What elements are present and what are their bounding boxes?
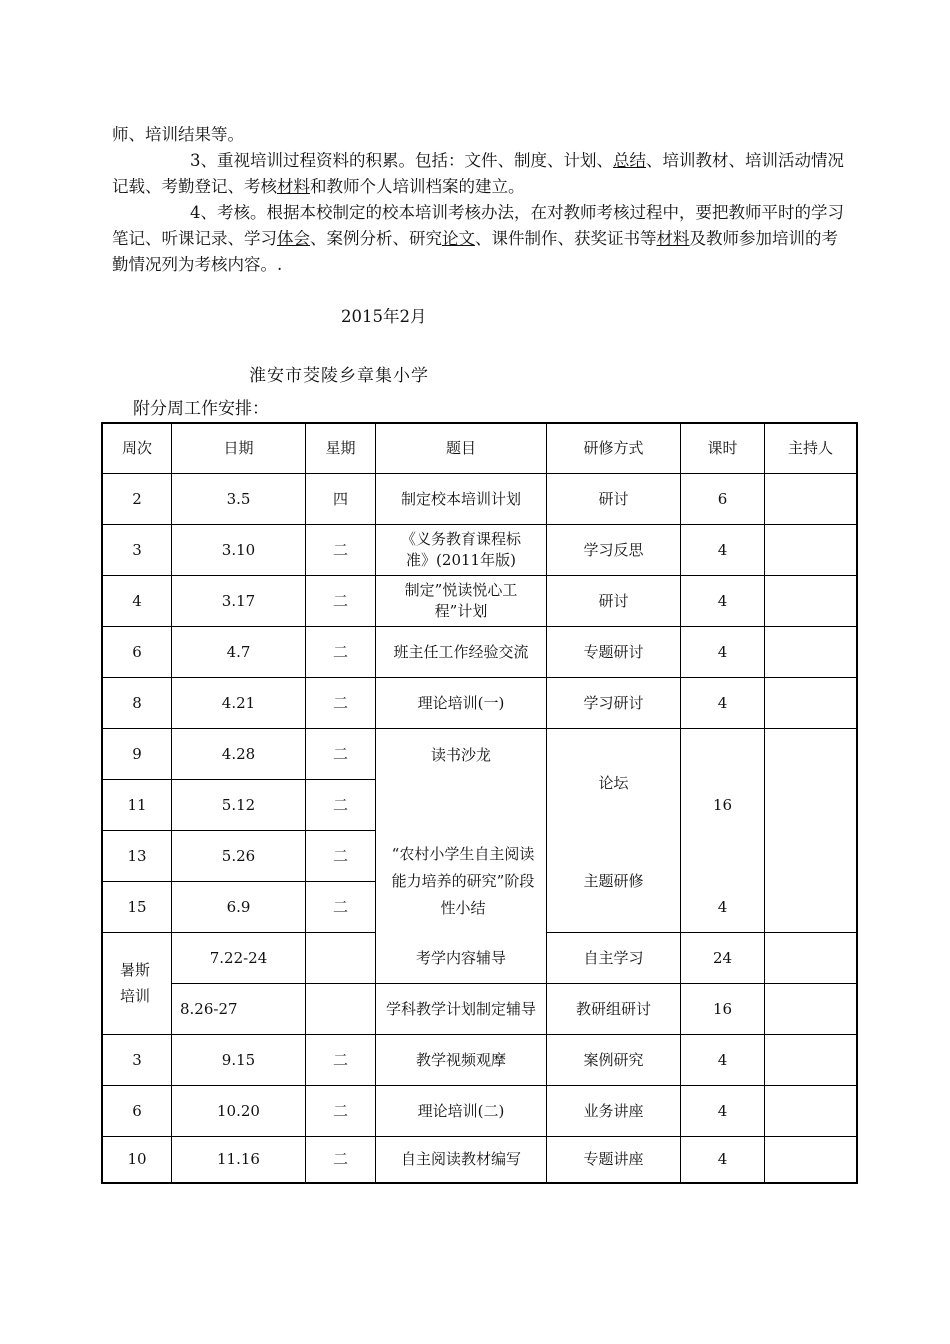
- schedule-caption: 附分周工作安排：: [133, 399, 269, 419]
- table-cell: 3: [103, 1035, 172, 1086]
- table-cell: 4.28: [172, 729, 306, 780]
- underlined-term: 材料: [656, 229, 690, 248]
- merged-mode-cell: [547, 729, 681, 933]
- table-cell: 3.17: [172, 576, 306, 627]
- table-cell: 9.15: [172, 1035, 306, 1086]
- underlined-term: 总结: [613, 151, 646, 170]
- table-cell: 二: [306, 831, 376, 882]
- paragraph-item-3: 3、重视培训过程资料的积累。包括：文件、制度、计划、总结、培训教材、培训活动情况记载、考勤登记、考核材料和教师个人培训档案的建立。: [112, 151, 844, 196]
- weekly-schedule-table: [101, 422, 858, 1184]
- header-week: 周次: [103, 424, 172, 474]
- table-cell: 10.20: [172, 1086, 306, 1137]
- table-cell: 3.5: [172, 474, 306, 525]
- table-cell: 专题讲座: [547, 1137, 681, 1182]
- table-cell-host: [765, 576, 856, 627]
- table-cell: 4: [103, 576, 172, 627]
- table-cell: 理论培训(二): [376, 1086, 547, 1137]
- table-cell-host: [765, 1035, 856, 1086]
- mode-forum: 论坛: [598, 774, 629, 792]
- hours-16: 16: [712, 796, 733, 814]
- table-cell-host: [765, 729, 856, 933]
- table-cell: 《义务教育课程标准》(2011年版): [376, 525, 547, 576]
- table-cell: 4: [681, 525, 765, 576]
- table-cell: 二: [306, 882, 376, 933]
- table-cell: 5.26: [172, 831, 306, 882]
- underlined-term: 材料: [277, 177, 310, 196]
- paragraph-continuation: 师、培训结果等。: [112, 125, 244, 144]
- table-cell: 班主任工作经验交流: [376, 627, 547, 678]
- table-cell: 4.7: [172, 627, 306, 678]
- table-cell: 10: [103, 1137, 172, 1182]
- table-cell: 自主学习: [547, 933, 681, 984]
- table-cell-host: [765, 1137, 856, 1182]
- table-cell: 四: [306, 474, 376, 525]
- table-cell: 24: [681, 933, 765, 984]
- table-cell: 二: [306, 627, 376, 678]
- table-cell: 9: [103, 729, 172, 780]
- table-cell: 3: [103, 525, 172, 576]
- mode-theme-study: 主题研修: [583, 872, 644, 890]
- table-cell-host: [765, 474, 856, 525]
- table-cell: 6: [681, 474, 765, 525]
- table-cell: 学科教学计划制定辅导: [376, 984, 547, 1035]
- table-cell: 13: [103, 831, 172, 882]
- underlined-term: 体会: [277, 229, 310, 248]
- table-cell: 考学内容辅导: [376, 933, 547, 984]
- table-cell: 4: [681, 576, 765, 627]
- table-cell: 二: [306, 678, 376, 729]
- hours-4: 4: [717, 898, 728, 916]
- table-cell: 业务讲座: [547, 1086, 681, 1137]
- table-cell: [306, 984, 376, 1035]
- table-cell: 6: [103, 627, 172, 678]
- table-cell: 二: [306, 576, 376, 627]
- summer-training-label-cell: [103, 933, 172, 1035]
- header-mode: 研修方式: [547, 424, 681, 474]
- table-cell: 8.26-27: [172, 984, 306, 1035]
- table-cell: 学习研讨: [547, 678, 681, 729]
- table-cell: 4: [681, 1086, 765, 1137]
- table-cell: 16: [681, 984, 765, 1035]
- school-name: 淮安市茭陵乡章集小学: [249, 366, 429, 386]
- table-cell: 4: [681, 678, 765, 729]
- table-cell: 3.10: [172, 525, 306, 576]
- table-cell: 制定校本培训计划: [376, 474, 547, 525]
- header-date: 日期: [172, 424, 306, 474]
- table-cell-host: [765, 984, 856, 1035]
- underlined-term: 论文: [442, 229, 475, 248]
- table-cell: 学习反思: [547, 525, 681, 576]
- table-cell: 案例研究: [547, 1035, 681, 1086]
- table-cell: 二: [306, 1086, 376, 1137]
- table-cell: 研讨: [547, 576, 681, 627]
- merged-hours-cell: [681, 729, 765, 933]
- table-cell: 7.22-24: [172, 933, 306, 984]
- paragraph-item-4: 4、考核。根据本校制定的校本培训考核办法，在对教师考核过程中，要把教师平时的学习笔记、听课记录、学习体会、案例分析、研究论文、课件制作、获奖证书等材料及教师参加培训的考勤情况列为考核内容。.: [112, 203, 844, 274]
- topic-research-summary: “农村小学生自主阅读能力培养的研究”阶段性小结: [391, 845, 535, 917]
- table-cell: 二: [306, 525, 376, 576]
- table-cell: 二: [306, 729, 376, 780]
- header-weekday: 星期: [306, 424, 376, 474]
- summer-training-label: 暑斯培训: [119, 961, 150, 1005]
- table-cell-host: [765, 933, 856, 984]
- table-cell-host: [765, 678, 856, 729]
- table-cell: 11.16: [172, 1137, 306, 1182]
- table-cell-host: [765, 1086, 856, 1137]
- table-cell: [306, 933, 376, 984]
- table-cell: 教研组研讨: [547, 984, 681, 1035]
- table-cell: 理论培训(一): [376, 678, 547, 729]
- table-cell: 8: [103, 678, 172, 729]
- document-date: 2015年2月: [341, 307, 427, 326]
- header-hours: 课时: [681, 424, 765, 474]
- table-cell: 4: [681, 1137, 765, 1182]
- table-cell: 5.12: [172, 780, 306, 831]
- table-cell: 2: [103, 474, 172, 525]
- table-cell: 教学视频观摩: [376, 1035, 547, 1086]
- table-cell: 研讨: [547, 474, 681, 525]
- table-cell: 4: [681, 627, 765, 678]
- table-cell: 11: [103, 780, 172, 831]
- table-cell: 15: [103, 882, 172, 933]
- table-cell: 二: [306, 1137, 376, 1182]
- table-cell: 自主阅读教材编写: [376, 1137, 547, 1182]
- table-cell: 4: [681, 1035, 765, 1086]
- table-cell-host: [765, 627, 856, 678]
- table-cell: 6: [103, 1086, 172, 1137]
- header-topic: 题目: [376, 424, 547, 474]
- merged-topic-cell: [376, 729, 547, 933]
- topic-reading-salon: 读书沙龙: [430, 746, 491, 764]
- table-cell: 制定”悦读悦心工程”计划: [376, 576, 547, 627]
- table-cell: 6.9: [172, 882, 306, 933]
- table-cell: 专题研讨: [547, 627, 681, 678]
- table-cell-host: [765, 525, 856, 576]
- table-cell: 4.21: [172, 678, 306, 729]
- header-host: 主持人: [765, 424, 856, 474]
- table-cell: 二: [306, 780, 376, 831]
- table-cell: 二: [306, 1035, 376, 1086]
